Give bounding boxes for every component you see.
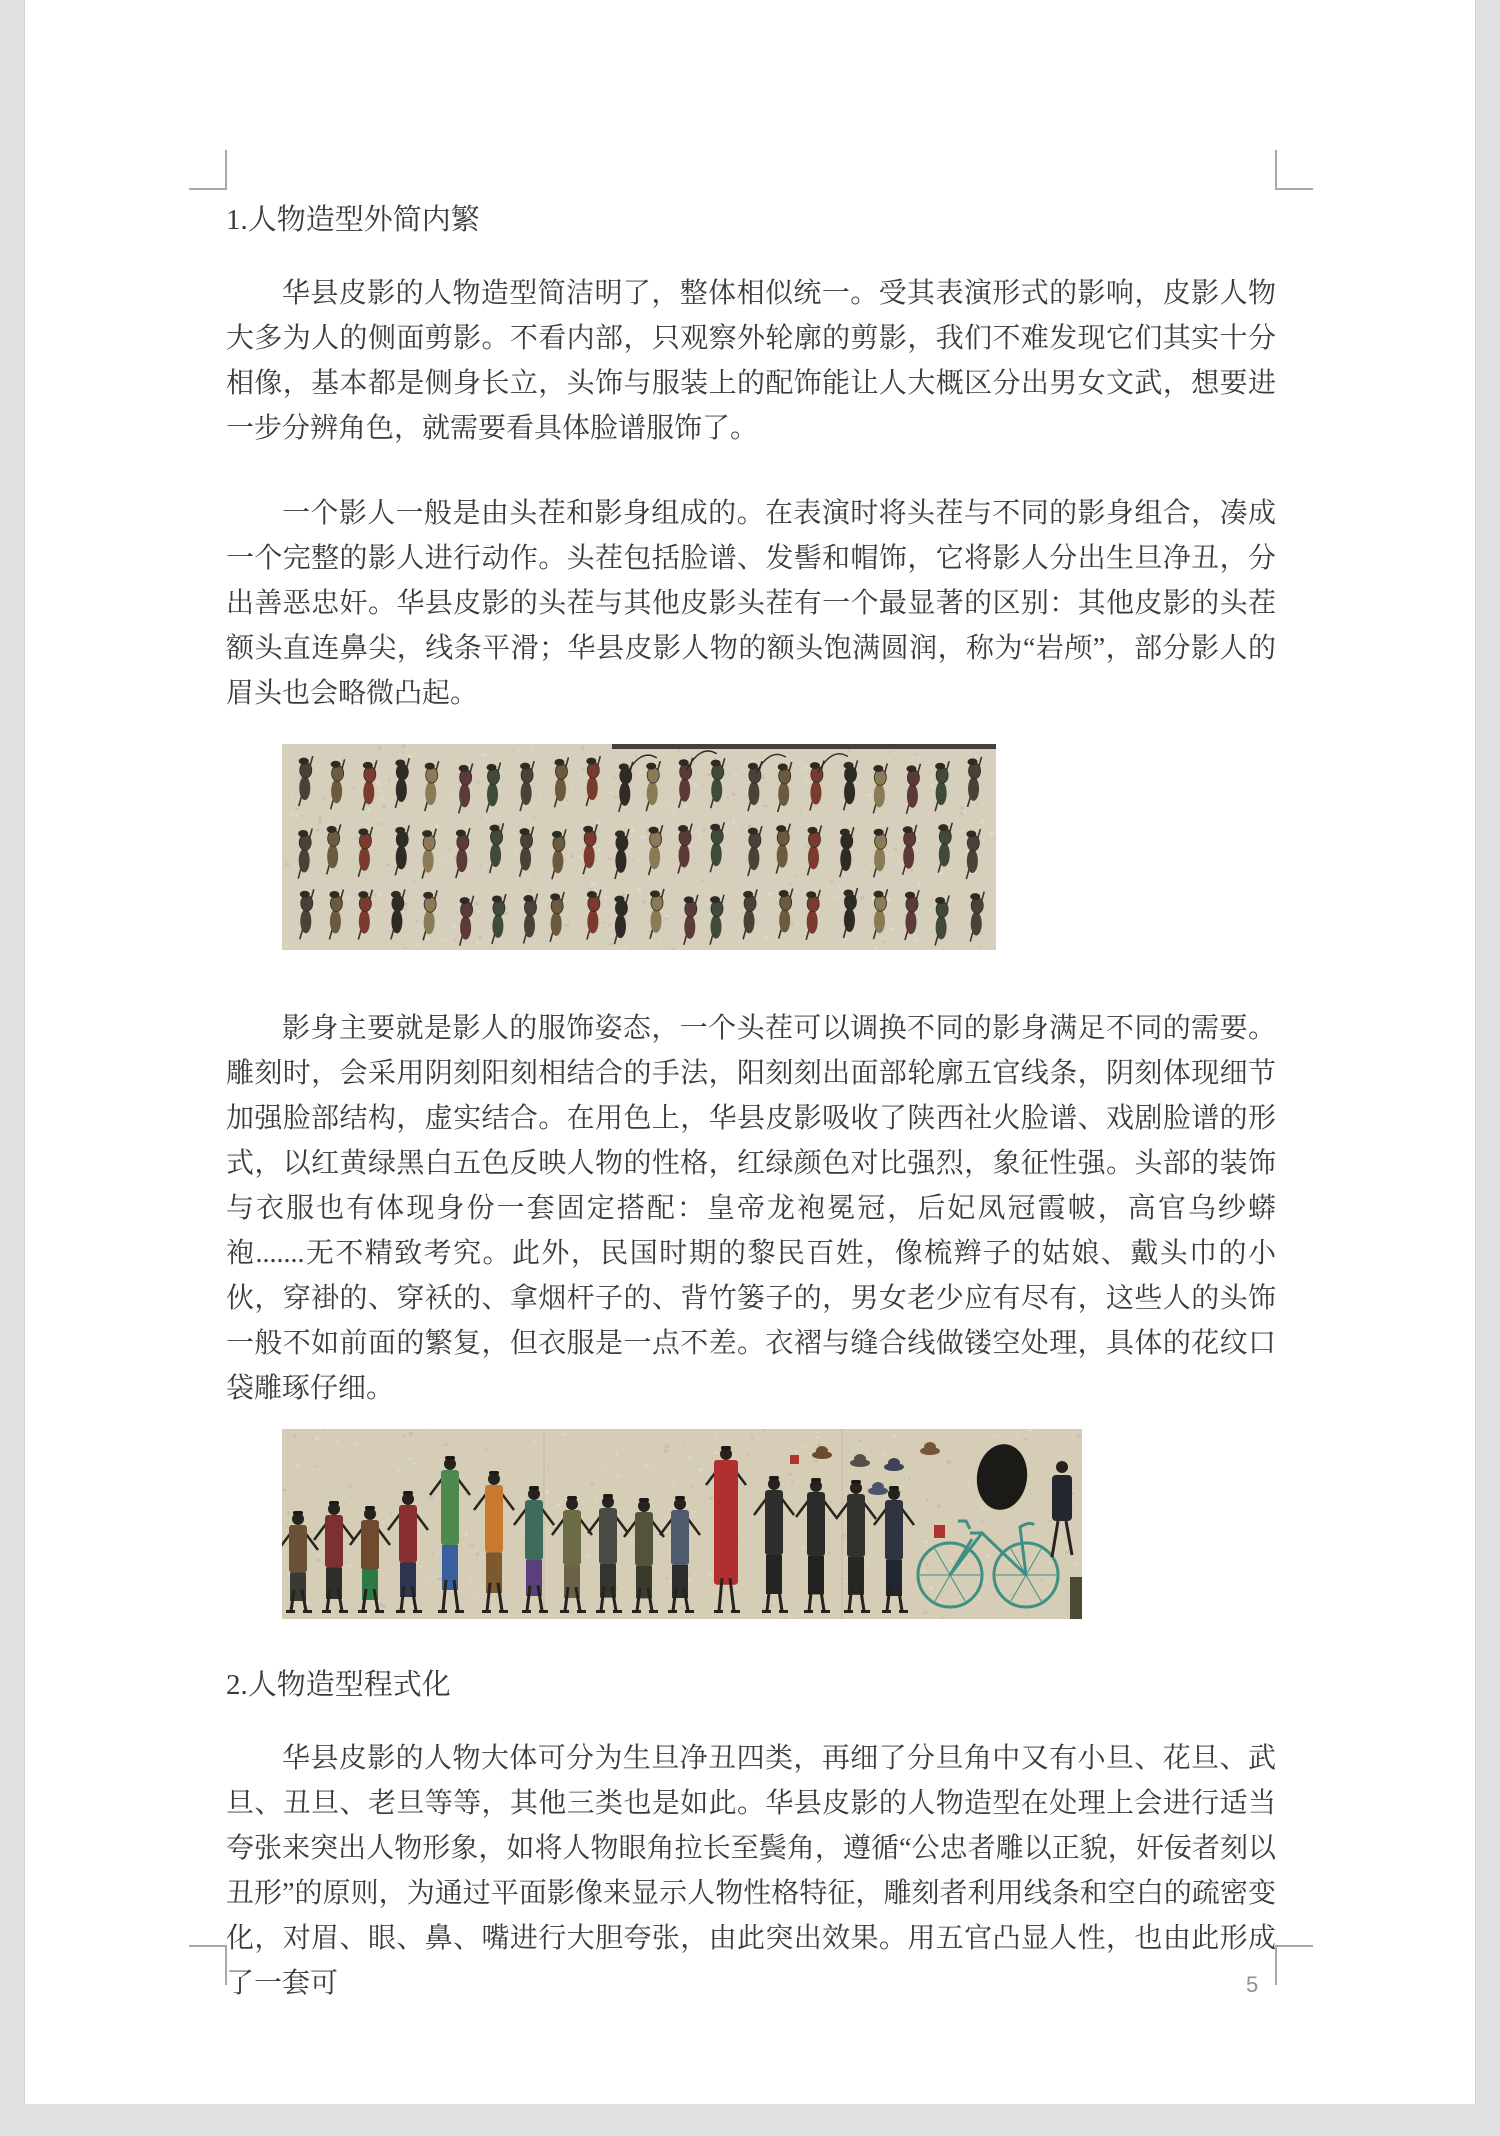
paragraph-1: 华县皮影的人物造型简洁明了，整体相似统一。受其表演形式的影响，皮影人物大多为人的侧面剪影。不看内部，只观察外轮廓的剪影，我们不难发现它们其实十分相像，基本都是侧身长立，头饰与服装上的配饰能让人大概区分出男女文武，想要进一步分辨角色，就需要看具体脸谱服饰了。 (226, 278, 1276, 444)
procession-with-bicycle-illustration (282, 1429, 1082, 1619)
page-content (25, 0, 1477, 2006)
section-heading-1: 1.人物造型外简内繁 (226, 204, 480, 236)
section-heading-2: 2.人物造型程式化 (226, 1669, 451, 1701)
paragraph-4: 华县皮影的人物大体可分为生旦净丑四类，再细了分旦角中又有小旦、花旦、武旦、丑旦、老旦等等，其他三类也是如此。华县皮影的人物造型在处理上会进行适当夸张来突出人物形象，如将人物眼角拉长至鬓角，遵循“公忠者雕以正貌，奸佞者刻以丑形”的原则，为通过平面影像来显示人物性格特征，雕刻者利用线条和空白的疏密变化，对眉、眼、鼻、嘴进行大胆夸张，由此突出效果。用五官凸显人性，也由此形成了一套可 (226, 1743, 1276, 1999)
shadow-puppet-heads-illustration (282, 744, 996, 950)
paragraph-2: 一个影人一般是由头茬和影身组成的。在表演时将头茬与不同的影身组合，凑成一个完整的影人进行动作。头茬包括脸谱、发髻和帽饰，它将影人分出生旦净丑，分出善恶忠奸。华县皮影的头茬与其他皮影头茬有一个最显著的区别：其他皮影的头茬额头直连鼻尖，线条平滑；华县皮影人物的额头饱满圆润，称为“岩颅”，部分影人的眉头也会略微凸起。 (226, 498, 1276, 709)
figure-puppet-heads-image (282, 744, 1276, 950)
figure-procession-image (282, 1429, 1276, 1619)
page-number: 5 (1246, 1972, 1259, 1997)
paragraph-3: 影身主要就是影人的服饰姿态，一个头茬可以调换不同的影身满足不同的需要。雕刻时，会采用阴刻阳刻相结合的手法，阳刻刻出面部轮廓五官线条，阴刻体现细节加强脸部结构，虚实结合。在用色上，华县皮影吸收了陕西社火脸谱、戏剧脸谱的形式，以红黄绿黑白五色反映人物的性格，红绿颜色对比强烈，象征性强。头部的装饰与衣服也有体现身份一套固定搭配：皇帝龙袍冕冠，后妃凤冠霞帔，高官乌纱蟒袍.......无不精致考究。此外，民国时期的黎民百姓，像梳辫子的姑娘、戴头巾的小伙，穿褂的、穿袄的、拿烟杆子的、背竹篓子的，男女老少应有尽有，这些人的头饰一般不如前面的繁复，但衣服是一点不差。衣褶与缝合线做镂空处理，具体的花纹口袋雕琢仔细。 (226, 1013, 1276, 1404)
document-page (24, 0, 1476, 2104)
crop-mark-top-right (1275, 150, 1313, 190)
crop-mark-bottom-left (189, 1945, 227, 1985)
crop-mark-top-left (189, 150, 227, 190)
crop-mark-bottom-right (1275, 1945, 1313, 1985)
